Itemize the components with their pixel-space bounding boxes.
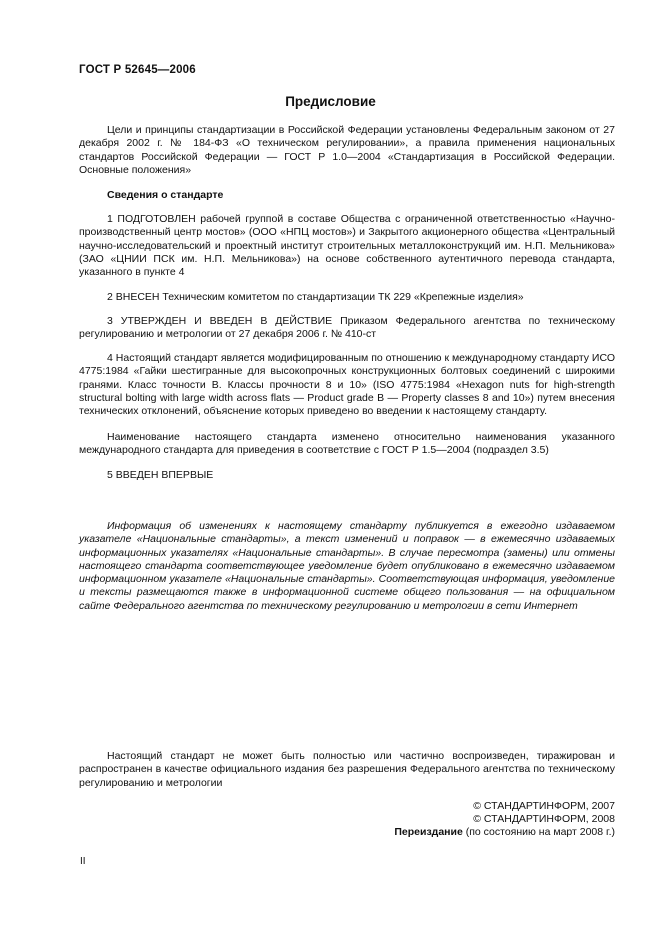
info-notice-paragraph: Информация об изменениях к настоящему стандарту публикуется в ежегодно издаваемом указателе «Национальные стандарты», а текст изменений и поправок — в ежемесячно издаваемых информационных указателях «Национальные стандарты». В случае пересмотра (замены) или отмены настоящего стандарта соответствующее уведомление будет опубликовано в ежемесячно издаваемом информационном указателе «Национальные стандарты». Соответствующая информация, уведомление и тексты размещаются также в информационной системе общего пользования — на официальном сайте Федерального агентства по техническому регулированию и метрологии в сети Интернет: [79, 520, 615, 612]
item-1-paragraph: 1 ПОДГОТОВЛЕН рабочей группой в составе Общества с ограниченной ответственностью «Научно-производственный центр мостов» (ООО «НПЦ мостов») и Закрытого акционерного общества «Центральный научно-исследовательский и проектный институт строительных металлоконструкций им. Н.П. Мельникова» (ЗАО «ЦНИИ ПСК им. Н.П. Мельникова») на основе собственного аутентичного перевода стандарта, указанного в пункте 4: [79, 213, 615, 279]
page-number: II: [80, 856, 86, 867]
document-code: ГОСТ Р 52645—2006: [79, 64, 196, 76]
copyright-block: [394, 800, 615, 839]
copyright-notice-paragraph: Настоящий стандарт не может быть полностью или частично воспроизведен, тиражирован и распространен в качестве официального издания без разрешения Федерального агентства по техническому регулированию и метрологии: [79, 750, 615, 789]
copyright-line-2: © СТАНДАРТИНФОРМ, 2008: [473, 813, 615, 825]
item-4-note-paragraph: Наименование настоящего стандарта изменено относительно наименования указанного международного стандарта для приведения в соответствие с ГОСТ Р 1.5—2004 (подраздел 3.5): [79, 431, 615, 457]
item-3-paragraph: 3 УТВЕРЖДЕН И ВВЕДЕН В ДЕЙСТВИЕ Приказом Федерального агентства по техническому регулированию и метрологии от 27 декабря 2006 г. № 410-ст: [79, 315, 615, 341]
intro-paragraph: Цели и принципы стандартизации в Российской Федерации установлены Федеральным законом от 27 декабря 2002 г. № 184-ФЗ «О техническом регулировании», а правила применения национальных стандартов Российской Федерации — ГОСТ Р 1.0—2004 «Стандартизация в Российской Федерации. Основные положения»: [79, 124, 615, 176]
reissue-label: Переиздание: [394, 826, 463, 838]
item-2-paragraph: 2 ВНЕСЕН Техническим комитетом по стандартизации ТК 229 «Крепежные изделия»: [107, 291, 524, 303]
copyright-line-1: © СТАНДАРТИНФОРМ, 2007: [473, 800, 615, 812]
item-4-paragraph: 4 Настоящий стандарт является модифицированным по отношению к международному стандарту ИСО 4775:1984 «Гайки шестигранные для высокопрочных конструкционных болтовых соединений с широкими гранями. Класс точности В. Классы прочности 8 и 10» (ISO 4775:1984 «Hexagon nuts for high-strength structural bolting with large width across flats — Product grade B — Property classes 8 and 10») путем внесения технических отклонений, объяснение которых приведено во введении к настоящему стандарту.: [79, 352, 615, 418]
page-title: Предисловие: [285, 94, 376, 109]
reissue-note: (по состоянию на март 2008 г.): [465, 826, 615, 838]
item-5-paragraph: 5 ВВЕДЕН ВПЕРВЫЕ: [107, 469, 214, 481]
reissue-line: [394, 826, 615, 839]
section-title: Сведения о стандарте: [107, 189, 224, 201]
